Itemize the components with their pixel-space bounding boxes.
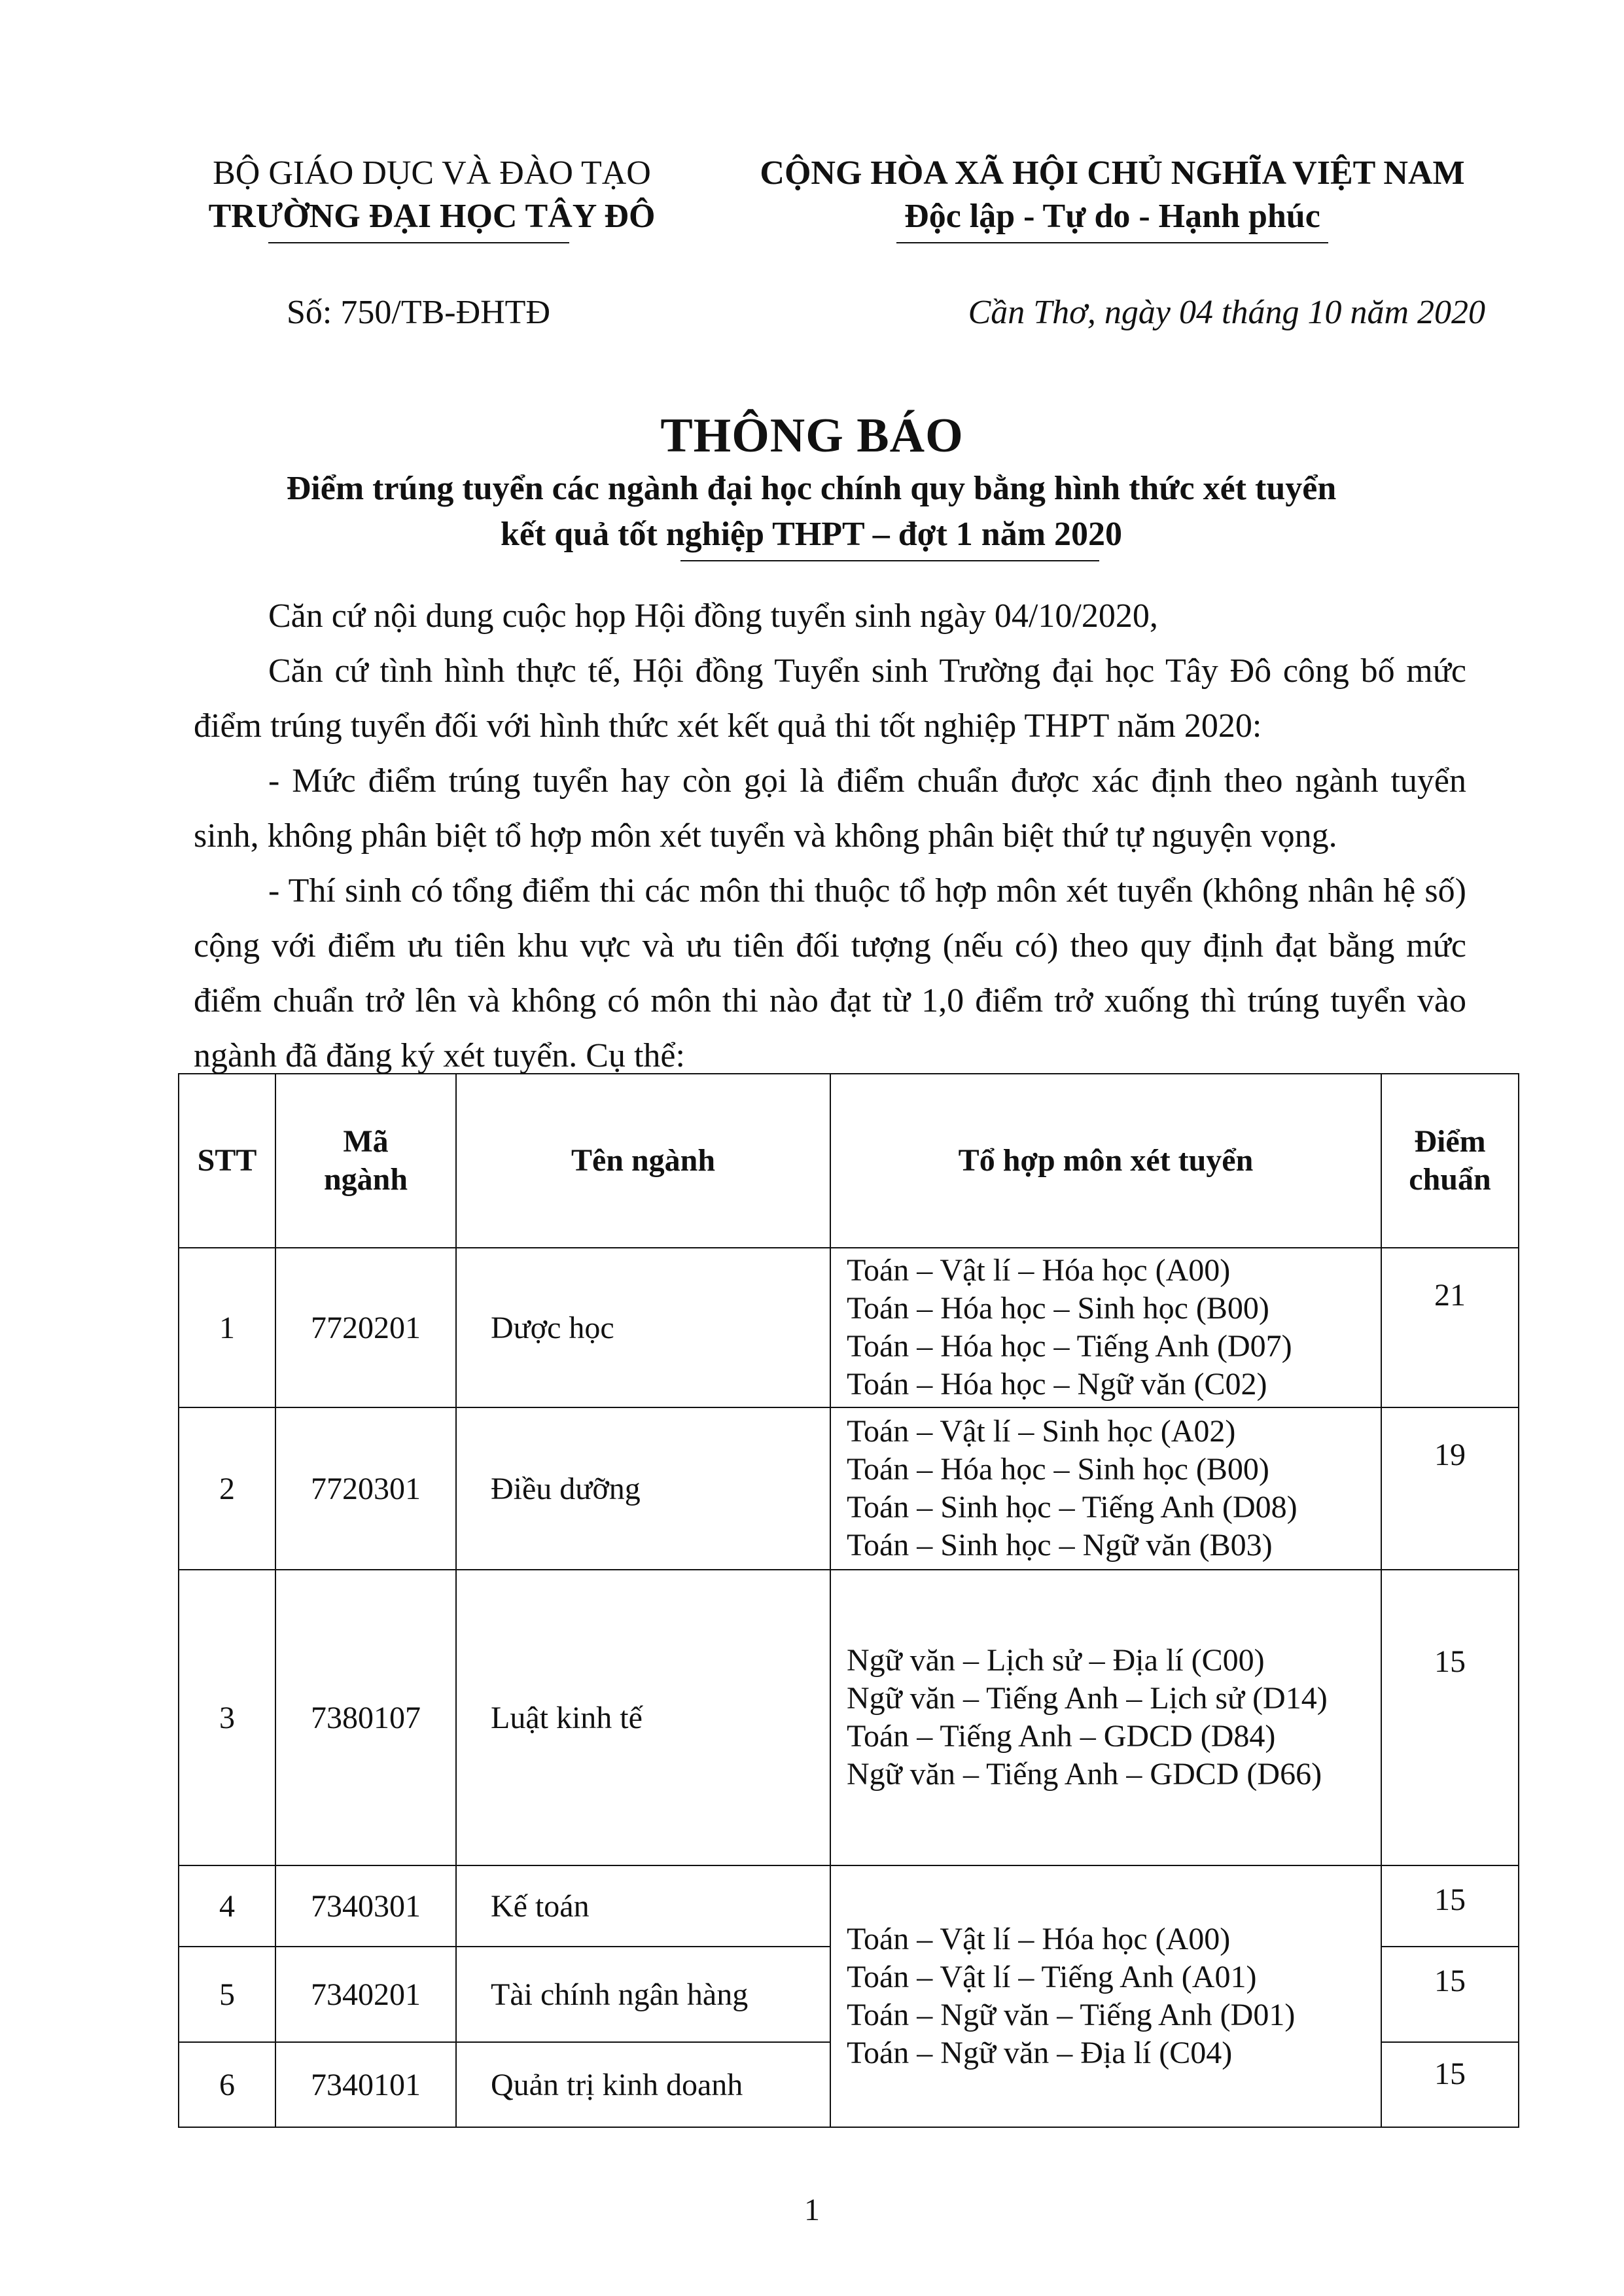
- subtitle-line-1: Điểm trúng tuyển các ngành đại học chính quy bằng hình thức xét tuyển: [286, 470, 1337, 507]
- table-row: [179, 1248, 1519, 1407]
- motto-underline: [896, 242, 1328, 243]
- place-date: Cần Thơ, ngày 04 tháng 10 năm 2020: [968, 294, 1485, 331]
- to-hop-item: Toán – Vật lí – Sinh học (A02): [847, 1414, 1236, 1449]
- cell-ten-nganh: Tài chính ngân hàng: [456, 1947, 830, 2042]
- table-row: [179, 1407, 1519, 1570]
- issuer-underline: [268, 242, 569, 243]
- to-hop-item: Ngữ văn – Tiếng Anh – Lịch sử (D14): [847, 1681, 1328, 1716]
- to-hop-item: Toán – Sinh học – Ngữ văn (B03): [847, 1528, 1273, 1563]
- cell-ma-nganh: 7720301: [275, 1407, 456, 1570]
- national-header: [733, 152, 1492, 238]
- to-hop-item: Toán – Vật lí – Hóa học (A00): [847, 1253, 1231, 1288]
- header-diem-chuan: [1381, 1074, 1519, 1248]
- table-row: [179, 1570, 1519, 1865]
- paragraph: Căn cứ nội dung cuộc họp Hội đồng tuyển sinh ngày 04/10/2020,: [268, 597, 1158, 635]
- cell-ten-nganh: Điều dưỡng: [456, 1407, 830, 1570]
- to-hop-item: Toán – Ngữ văn – Tiếng Anh (D01): [847, 1998, 1296, 2032]
- cell-stt: 1: [179, 1248, 275, 1407]
- cell-ten-nganh: Quản trị kinh doanh: [456, 2042, 830, 2127]
- issuer-block: [157, 152, 707, 238]
- subtitle-line-2: kết quả tốt nghiệp THPT – đợt 1 năm 2020: [500, 516, 1123, 553]
- page-number: 1: [804, 2193, 820, 2227]
- to-hop-item: Ngữ văn – Lịch sử – Địa lí (C00): [847, 1643, 1265, 1678]
- country-name: CỘNG HÒA XÃ HỘI CHỦ NGHĨA VIỆT NAM: [760, 154, 1465, 192]
- cell-stt: 3: [179, 1570, 275, 1865]
- paragraph: Căn cứ tình hình thực tế, Hội đồng Tuyển sinh Trường đại học Tây Đô công bố mức điểm trúng tuyển đối với hình thức xét kết quả thi tốt nghiệp THPT năm 2020:: [194, 652, 1466, 745]
- header-diem-line-1: Điểm: [1414, 1124, 1486, 1159]
- paragraph: - Mức điểm trúng tuyển hay còn gọi là điểm chuẩn được xác định theo ngành tuyển sinh, không phân biệt tổ hợp môn xét tuyển và không phân biệt thứ tự nguyện vọng.: [194, 762, 1466, 855]
- header-ma-line-1: Mã: [343, 1124, 389, 1159]
- header-ma-nganh: [275, 1074, 456, 1248]
- school-name: TRƯỜNG ĐẠI HỌC TÂY ĐÔ: [208, 198, 656, 235]
- subtitle-underline: [680, 560, 1099, 561]
- table-header-row: [179, 1074, 1519, 1248]
- cell-ten-nganh: Dược học: [456, 1248, 830, 1407]
- cell-diem-chuan: 19: [1381, 1407, 1519, 1570]
- header-ten-nganh: Tên ngành: [456, 1074, 830, 1248]
- document-title: THÔNG BÁO: [660, 409, 964, 463]
- to-hop-item: Toán – Vật lí – Hóa học (A00): [847, 1922, 1231, 1956]
- to-hop-item: Toán – Hóa học – Ngữ văn (C02): [847, 1367, 1267, 1402]
- table-row: [179, 1865, 1519, 1947]
- cell-ma-nganh: 7380107: [275, 1570, 456, 1865]
- cell-stt: 5: [179, 1947, 275, 2042]
- to-hop-item: Toán – Hóa học – Sinh học (B00): [847, 1291, 1269, 1326]
- to-hop-item: Toán – Hóa học – Tiếng Anh (D07): [847, 1329, 1292, 1364]
- cell-diem-chuan: 15: [1381, 1947, 1519, 2042]
- header-to-hop: Tổ hợp môn xét tuyển: [830, 1074, 1381, 1248]
- cell-stt: 2: [179, 1407, 275, 1570]
- ministry-name: BỘ GIÁO DỤC VÀ ĐÀO TẠO: [213, 154, 651, 192]
- cell-ma-nganh: 7720201: [275, 1248, 456, 1407]
- cell-to-hop: [830, 1407, 1381, 1570]
- to-hop-item: Toán – Vật lí – Tiếng Anh (A01): [847, 1960, 1257, 1994]
- national-motto: Độc lập - Tự do - Hạnh phúc: [904, 198, 1320, 235]
- body-text: [194, 589, 1466, 1084]
- cell-ma-nganh: 7340101: [275, 2042, 456, 2127]
- to-hop-item: Ngữ văn – Tiếng Anh – GDCD (D66): [847, 1757, 1322, 1792]
- cell-to-hop: [830, 1570, 1381, 1865]
- document-subtitle: [157, 466, 1466, 557]
- header-ma-line-2: ngành: [323, 1162, 408, 1197]
- cell-ten-nganh: Kế toán: [456, 1865, 830, 1947]
- document-number: Số: 750/TB-ĐHTĐ: [287, 294, 550, 331]
- cell-ma-nganh: 7340201: [275, 1947, 456, 2042]
- cell-diem-chuan: 15: [1381, 1570, 1519, 1865]
- admission-score-table: [178, 1073, 1519, 2128]
- cell-ma-nganh: 7340301: [275, 1865, 456, 1947]
- cell-stt: 6: [179, 2042, 275, 2127]
- to-hop-item: Toán – Tiếng Anh – GDCD (D84): [847, 1719, 1276, 1754]
- to-hop-item: Toán – Sinh học – Tiếng Anh (D08): [847, 1490, 1297, 1525]
- cell-diem-chuan: 15: [1381, 2042, 1519, 2127]
- header-stt: STT: [179, 1074, 275, 1248]
- cell-to-hop: [830, 1248, 1381, 1407]
- to-hop-item: Toán – Ngữ văn – Địa lí (C04): [847, 2036, 1233, 2070]
- paragraph: - Thí sinh có tổng điểm thi các môn thi thuộc tổ hợp môn xét tuyển (không nhân hệ số) cộng với điểm ưu tiên khu vực và ưu tiên đối tượng (nếu có) theo quy định đạt bằng mức điểm chuẩn trở lên và không có môn thi nào đạt từ 1,0 điểm trở xuống thì trúng tuyển vào ngành đã đăng ký xét tuyển. Cụ thể:: [194, 872, 1466, 1074]
- header-diem-line-2: chuẩn: [1409, 1162, 1491, 1197]
- cell-to-hop-shared: [830, 1865, 1381, 2127]
- to-hop-item: Toán – Hóa học – Sinh học (B00): [847, 1452, 1269, 1487]
- cell-ten-nganh: Luật kinh tế: [456, 1570, 830, 1865]
- cell-stt: 4: [179, 1865, 275, 1947]
- cell-diem-chuan: 15: [1381, 1865, 1519, 1947]
- cell-diem-chuan: 21: [1381, 1248, 1519, 1407]
